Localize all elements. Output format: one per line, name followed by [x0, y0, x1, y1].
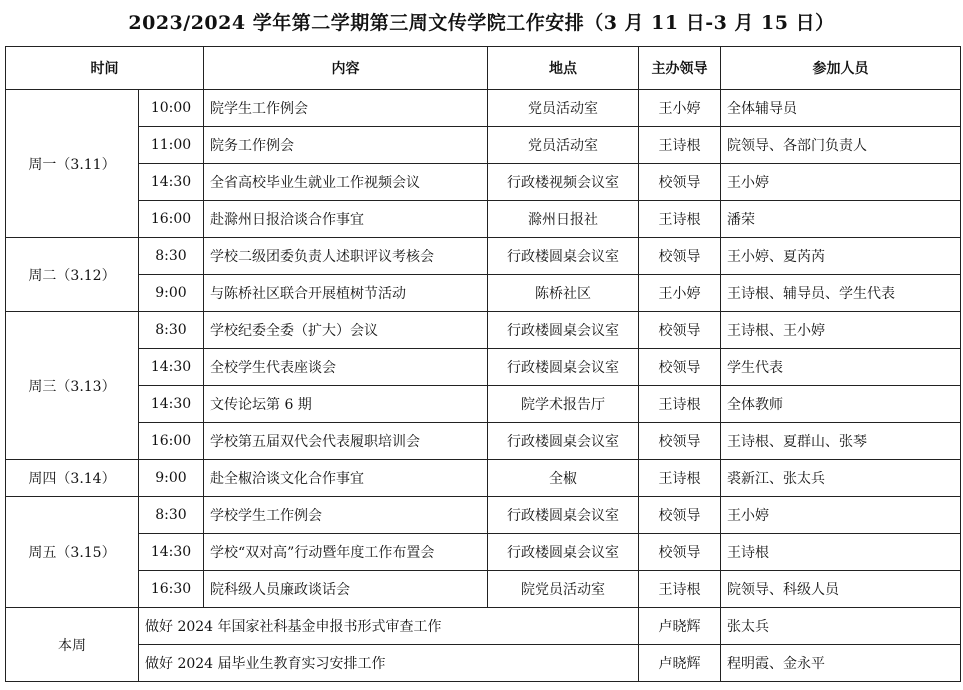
time-cell: 14:30 [139, 534, 204, 571]
day-label: 周五（3.15） [6, 497, 139, 608]
location-cell: 党员活动室 [488, 90, 639, 127]
page-title: 2023/2024 学年第二学期第三周文传学院工作安排（3 月 11 日-3 月 15 日） [128, 12, 835, 34]
time-cell: 16:00 [139, 423, 204, 460]
leader-cell: 王诗根 [639, 386, 721, 423]
attendees-cell: 王小婷 [721, 497, 961, 534]
table-body [6, 90, 961, 682]
leader-cell: 校领导 [639, 312, 721, 349]
table-row [6, 238, 961, 275]
time-cell: 14:30 [139, 164, 204, 201]
attendees-cell: 王诗根、夏群山、张琴 [721, 423, 961, 460]
content-cell: 文传论坛第 6 期 [204, 386, 488, 423]
location-cell: 行政楼圆桌会议室 [488, 349, 639, 386]
time-cell: 16:00 [139, 201, 204, 238]
leader-cell: 校领导 [639, 164, 721, 201]
table-row [6, 275, 961, 312]
leader-cell: 校领导 [639, 497, 721, 534]
content-cell: 院学生工作例会 [204, 90, 488, 127]
content-cell: 院务工作例会 [204, 127, 488, 164]
location-cell: 行政楼圆桌会议室 [488, 423, 639, 460]
location-cell: 全椒 [488, 460, 639, 497]
location-cell: 党员活动室 [488, 127, 639, 164]
attendees-cell: 王诗根、辅导员、学生代表 [721, 275, 961, 312]
leader-cell: 王诗根 [639, 460, 721, 497]
location-cell: 行政楼圆桌会议室 [488, 534, 639, 571]
attendees-cell: 学生代表 [721, 349, 961, 386]
attendees-cell: 院领导、各部门负责人 [721, 127, 961, 164]
attendees-cell: 全体教师 [721, 386, 961, 423]
table-row [6, 534, 961, 571]
header-location: 地点 [488, 47, 639, 90]
time-cell: 14:30 [139, 386, 204, 423]
leader-cell: 王诗根 [639, 201, 721, 238]
attendees-cell: 王诗根、王小婷 [721, 312, 961, 349]
table-header-row [6, 47, 961, 90]
table-row [6, 571, 961, 608]
table-row [6, 386, 961, 423]
content-cell: 学校“双对高”行动暨年度工作布置会 [204, 534, 488, 571]
attendees-cell: 院领导、科级人员 [721, 571, 961, 608]
leader-cell: 卢晓辉 [639, 645, 721, 682]
time-cell: 11:00 [139, 127, 204, 164]
location-cell: 行政楼圆桌会议室 [488, 312, 639, 349]
attendees-cell: 潘荣 [721, 201, 961, 238]
time-cell: 8:30 [139, 312, 204, 349]
day-label: 周四（3.14） [6, 460, 139, 497]
content-cell: 赴全椒洽谈文化合作事宜 [204, 460, 488, 497]
leader-cell: 王诗根 [639, 571, 721, 608]
table-row [6, 460, 961, 497]
location-cell: 陈桥社区 [488, 275, 639, 312]
table-row [6, 312, 961, 349]
table-row [6, 164, 961, 201]
header-attendees: 参加人员 [721, 47, 961, 90]
leader-cell: 校领导 [639, 534, 721, 571]
attendees-cell: 裘新江、张太兵 [721, 460, 961, 497]
table-row [6, 608, 961, 645]
content-cell: 做好 2024 年国家社科基金申报书形式审查工作 [139, 608, 639, 645]
leader-cell: 校领导 [639, 238, 721, 275]
header-content: 内容 [204, 47, 488, 90]
attendees-cell: 王小婷 [721, 164, 961, 201]
content-cell: 做好 2024 届毕业生教育实习安排工作 [139, 645, 639, 682]
leader-cell: 校领导 [639, 349, 721, 386]
attendees-cell: 王小婷、夏芮芮 [721, 238, 961, 275]
time-cell: 14:30 [139, 349, 204, 386]
table-row [6, 127, 961, 164]
week-label: 本周 [6, 608, 139, 682]
header-time: 时间 [6, 47, 204, 90]
content-cell: 学校学生工作例会 [204, 497, 488, 534]
time-cell: 8:30 [139, 238, 204, 275]
location-cell: 滁州日报社 [488, 201, 639, 238]
leader-cell: 校领导 [639, 423, 721, 460]
content-cell: 与陈桥社区联合开展植树节活动 [204, 275, 488, 312]
location-cell: 行政楼圆桌会议室 [488, 497, 639, 534]
content-cell: 学校纪委全委（扩大）会议 [204, 312, 488, 349]
attendees-cell: 全体辅导员 [721, 90, 961, 127]
attendees-cell: 程明霞、金永平 [721, 645, 961, 682]
leader-cell: 王小婷 [639, 90, 721, 127]
header-leader: 主办领导 [639, 47, 721, 90]
day-label: 周三（3.13） [6, 312, 139, 460]
day-label: 周二（3.12） [6, 238, 139, 312]
location-cell: 院学术报告厅 [488, 386, 639, 423]
table-row [6, 645, 961, 682]
content-cell: 学校第五届双代会代表履职培训会 [204, 423, 488, 460]
leader-cell: 卢晓辉 [639, 608, 721, 645]
table-row [6, 90, 961, 127]
time-cell: 16:30 [139, 571, 204, 608]
location-cell: 行政楼视频会议室 [488, 164, 639, 201]
table-row [6, 423, 961, 460]
content-cell: 院科级人员廉政谈话会 [204, 571, 488, 608]
leader-cell: 王小婷 [639, 275, 721, 312]
day-label: 周一（3.11） [6, 90, 139, 238]
attendees-cell: 张太兵 [721, 608, 961, 645]
attendees-cell: 王诗根 [721, 534, 961, 571]
content-cell: 赴滁州日报洽谈合作事宜 [204, 201, 488, 238]
location-cell: 行政楼圆桌会议室 [488, 238, 639, 275]
table-row [6, 349, 961, 386]
time-cell: 9:00 [139, 275, 204, 312]
time-cell: 8:30 [139, 497, 204, 534]
schedule-table [5, 46, 961, 682]
time-cell: 10:00 [139, 90, 204, 127]
content-cell: 全校学生代表座谈会 [204, 349, 488, 386]
leader-cell: 王诗根 [639, 127, 721, 164]
location-cell: 院党员活动室 [488, 571, 639, 608]
table-row [6, 497, 961, 534]
content-cell: 学校二级团委负责人述职评议考核会 [204, 238, 488, 275]
content-cell: 全省高校毕业生就业工作视频会议 [204, 164, 488, 201]
time-cell: 9:00 [139, 460, 204, 497]
table-row [6, 201, 961, 238]
